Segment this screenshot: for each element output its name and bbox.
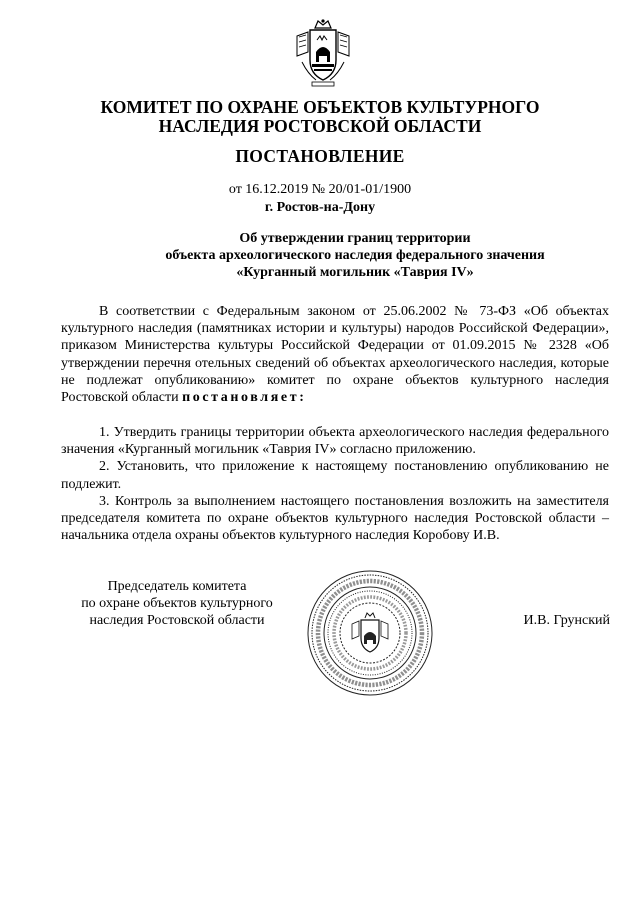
preamble-paragraph <box>61 303 609 406</box>
position-line3: наследия Ростовской области <box>89 613 265 629</box>
subject-line3: «Курганный могильник «Таврия IV» <box>236 265 474 280</box>
date-and-number: от 16.12.2019 № 20/01-01/1900 <box>228 182 412 197</box>
signatory-position <box>61 578 293 630</box>
subject-line1: Об утверждении границ территории <box>239 231 471 246</box>
preamble-text: В соответствии с Федеральным законом от 25.06.2002 № 73-ФЗ «Об объектах культурного наследия (памятниках истории и культуры) народов Российской Федерации», приказом Министерства культуры Российской Федерации от 01.09.2015 № 2328 «Об утверждении перечня отельных сведений об объектах археологического наследия, которые не подлежат опубликованию» комитет по охране объектов культурного наследия Ростовской области <box>61 304 609 406</box>
position-line1: Председатель комитета <box>107 579 247 594</box>
org-name-line2: НАСЛЕДИЯ РОСТОВСКОЙ ОБЛАСТИ <box>158 116 482 136</box>
decree-word: постановляет: <box>182 390 307 406</box>
organization-name <box>80 98 560 136</box>
city: г. Ростов-на-Дону <box>264 200 376 215</box>
signatory-name: И.В. Грунский <box>523 613 610 628</box>
coat-of-arms-icon <box>294 18 352 88</box>
subject-line2: объекта археологического наследия федерального значения <box>165 248 545 263</box>
position-line2: по охране объектов культурного <box>81 596 273 612</box>
decree-item-2: 2. Установить, что приложение к настоящему постановлению опубликованию не подлежит. <box>61 459 609 492</box>
decree-item-1: 1. Утвердить границы территории объекта археологического наследия федерального значения «Курганный могильник «Таврия IV» согласно приложению. <box>61 425 609 458</box>
document-subject <box>100 230 610 281</box>
decree-item-3: 3. Контроль за выполнением настоящего постановления возложить на заместителя председателя комитета по охране объектов культурного наследия Ростовской области – начальника отдела охраны объектов культурного наследия Коробову И.В. <box>61 493 609 544</box>
decree-items <box>61 424 609 544</box>
org-name-line1: КОМИТЕТ ПО ОХРАНЕ ОБЪЕКТОВ КУЛЬТУРНОГО <box>100 97 540 117</box>
document-type: ПОСТАНОВЛЕНИЕ <box>235 146 405 166</box>
official-seal-icon <box>305 568 435 698</box>
